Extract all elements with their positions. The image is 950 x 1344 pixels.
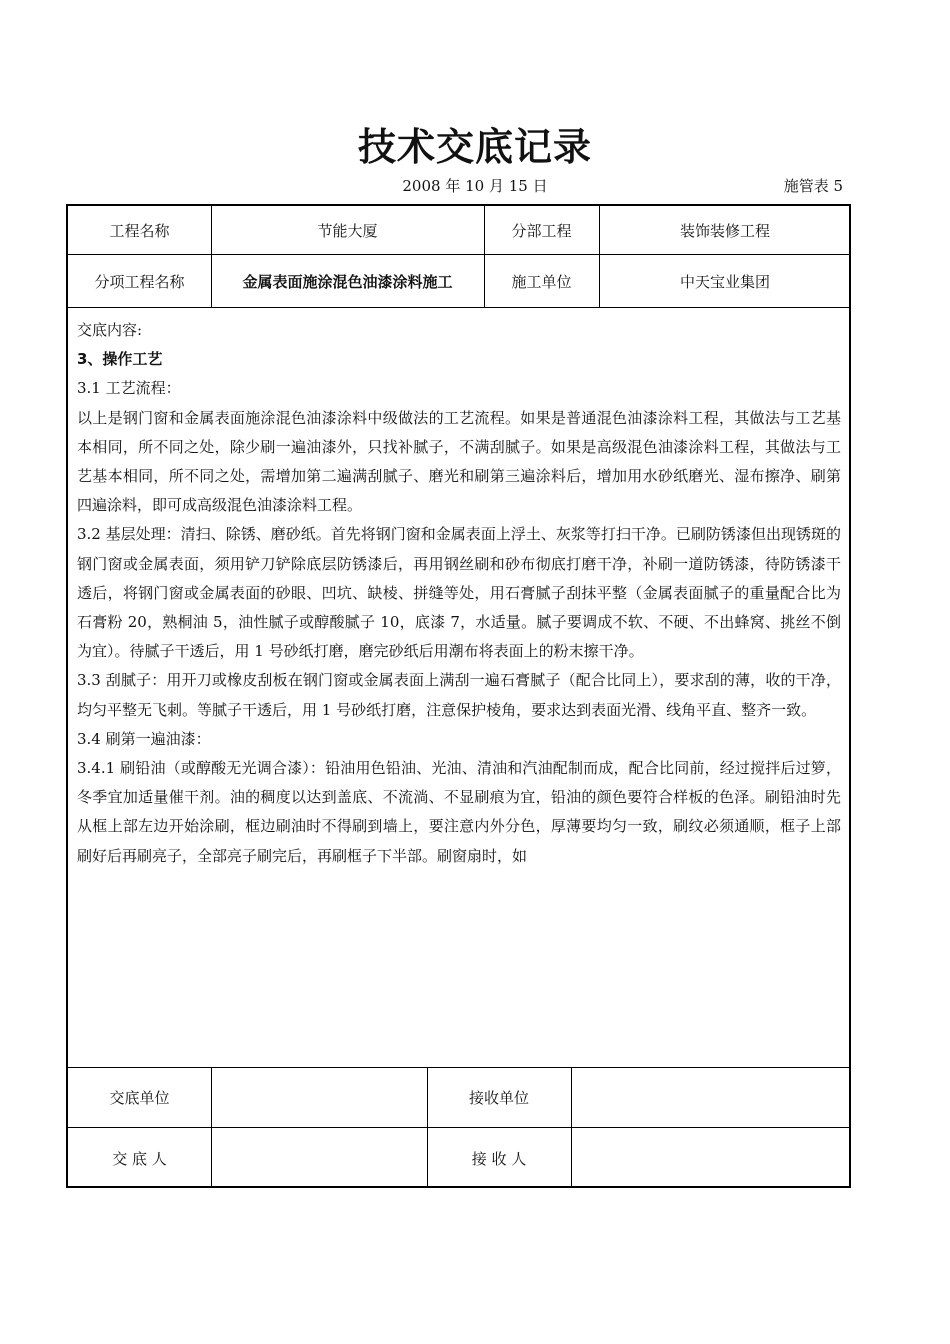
receiving-unit-value[interactable]	[571, 1068, 851, 1127]
handover-unit-value[interactable]	[211, 1068, 427, 1127]
content-paragraph: 3.3 刮腻子：用开刀或橡皮刮板在钢门窗或金属表面上满刮一遍石膏腻子（配合比同上），要求刮的薄，收的干净，均匀平整无飞刺。等腻子干透后，用 1 号砂纸打磨，注意保护棱角，要求达到表面光滑、线角平直、整齐一致。	[77, 671, 841, 719]
record-form	[66, 204, 851, 1188]
project-name-label: 工程名称	[109, 221, 170, 240]
handover-person-label: 交 底 人	[112, 1149, 167, 1168]
section-heading: 3、操作工艺	[77, 350, 163, 369]
division-label: 分部工程	[511, 221, 572, 240]
document-date: 2008 年 10 月 15 日	[402, 177, 548, 195]
content-paragraph: 以上是钢门窗和金属表面施涂混色油漆涂料中级做法的工艺流程。如果是普通混色油漆涂料工程，其做法与工艺基本相同，所不同之处，除少刷一遍油漆外，只找补腻子，不满刮腻子。如果是高级混色油漆涂料工程，其做法与工艺基本相同，所不同之处，需增加第二遍满刮腻子、磨光和刷第三遍涂料后，增加用水砂纸磨光、湿布擦净、刷第四遍涂料，即可成高级混色油漆涂料工程。	[77, 408, 841, 515]
contractor-label: 施工单位	[511, 272, 572, 291]
document-title: 技术交底记录	[357, 125, 592, 169]
subitem-label: 分项工程名称	[94, 272, 185, 291]
handover-person-value[interactable]	[211, 1128, 427, 1188]
content-paragraph: 3.4 刷第一遍油漆：	[77, 729, 211, 748]
handover-unit-label: 交底单位	[109, 1089, 170, 1107]
footer-row-persons	[68, 1128, 849, 1188]
subitem-value: 金属表面施涂混色油漆涂料施工	[242, 272, 453, 291]
content-paragraph: 3.2 基层处理：清扫、除锈、磨砂纸。首先将钢门窗和金属表面上浮土、灰浆等打扫干净。已刷防锈漆但出现锈斑的钢门窗或金属表面，须用铲刀铲除底层防锈漆后，再用钢丝刷和砂布彻底打磨干净，补刷一道防锈漆，待防锈漆干透后，将钢门窗或金属表面的砂眼、凹坑、缺棱、拼缝等处，用石膏腻子刮抹平整（金属表面腻子的重量配合比为石膏粉 20，熟桐油 5，油性腻子或醇酸腻子 10，底漆 7，水适量。腻子要调成不软、不硬、不出蜂窝、挑丝不倒为宜）。待腻子干透后，用 1 号砂纸打磨，磨完砂纸后用潮布将表面上的粉末擦干净。	[77, 525, 841, 661]
handover-content	[68, 308, 849, 1068]
content-paragraph: 3.1 工艺流程：	[77, 379, 181, 398]
contractor-value: 中天宝业集团	[679, 272, 770, 291]
header-row-subitem	[68, 255, 849, 308]
receiver-label: 接 收 人	[471, 1149, 527, 1168]
project-name-value: 节能大厦	[317, 221, 378, 240]
form-number: 施管表 5	[783, 177, 843, 195]
content-intro: 交底内容:	[77, 321, 143, 339]
receiver-value[interactable]	[571, 1128, 851, 1188]
content-paragraph: 3.4.1 刷铅油（或醇酸无光调合漆）：铅油用色铅油、光油、清油和汽油配制而成，配合比同前，经过搅拌后过箩，冬季宜加适量催干剂。油的稠度以达到盖底、不流淌、不显刷痕为宜，铅油的颜色要符合样板的色泽。刷铅油时先从框上部左边开始涂刷，框边刷油时不得刷到墙上，要注意内外分色，厚薄要均匀一致，刷纹必须通顺，框子上部刷好后再刷亮子，全部亮子刷完后，再刷框子下半部。刷窗扇时，如	[77, 759, 841, 865]
division-value: 装饰装修工程	[679, 221, 770, 240]
footer-row-units	[68, 1068, 849, 1128]
header-row-project	[68, 206, 849, 255]
receiving-unit-label: 接收单位	[468, 1089, 529, 1107]
